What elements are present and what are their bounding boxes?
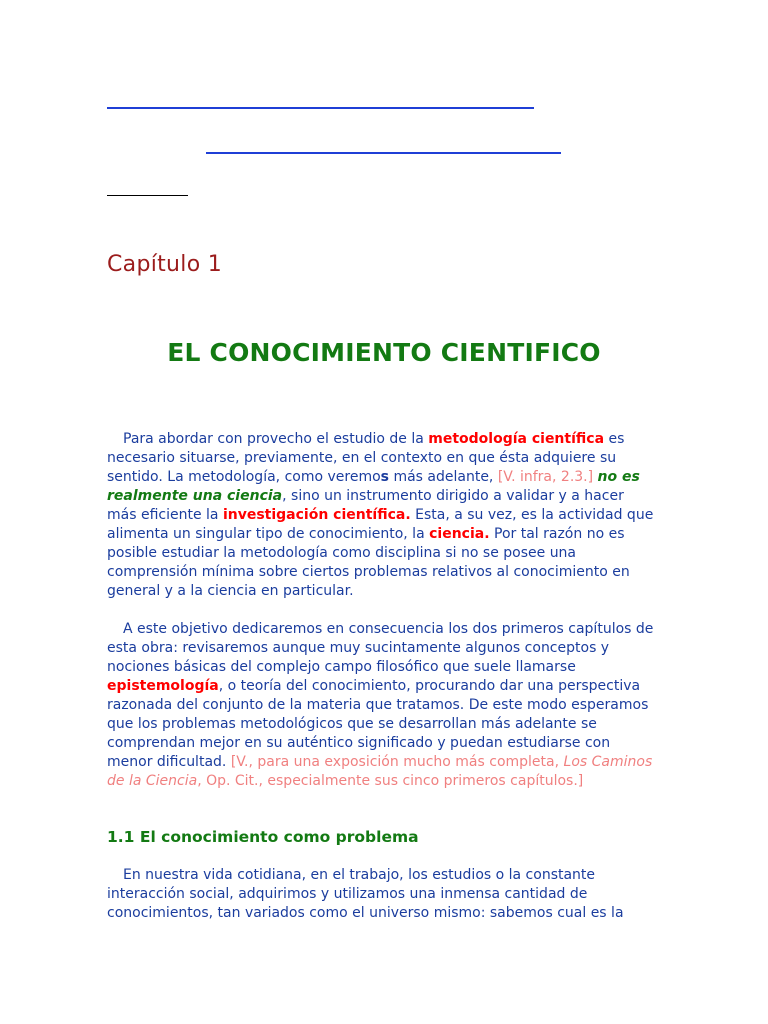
text-span: , sino un instrumento dirigido a validar y a hacer más eficiente la	[107, 488, 624, 523]
keyword-investigacion: investigación científica.	[222, 507, 411, 523]
paragraph-objective	[107, 620, 655, 791]
paragraph-intro	[107, 430, 655, 601]
text-span: A este objetivo dedicaremos en consecuencia los dos primeros capítulos de esta obra: revisaremos aunque muy sucintamente algunos conceptos y nociones básicas del complejo campo filosófico que suele llamarse	[107, 621, 654, 675]
keyword-epistemologia: epistemología	[107, 678, 219, 694]
reference-note-end: , Op. Cit., especialmente sus cinco primeros capítulos.]	[197, 773, 584, 789]
text-span: Esta, a su vez, es la actividad que alimenta un singular tipo de conocimiento, la	[107, 507, 654, 542]
text-span: En nuestra vida cotidiana, en el trabajo, los estudios o la constante interacción social, adquirimos y utilizamos una inmensa cantidad de conocimientos, tan variados como el universo mismo: sabemos cual es la	[107, 867, 624, 921]
keyword-ciencia: ciencia.	[429, 526, 490, 542]
keyword-metodologia: metodología científica	[428, 431, 605, 447]
text-span-bold: s	[380, 469, 389, 485]
separator-line	[107, 195, 188, 196]
paragraph-section-start	[107, 866, 655, 923]
text-span: Por tal razón no es posible estudiar la metodología como disciplina si no se posee una comprensión mínima sobre ciertos problemas relativos al conocimiento en general y a la ciencia en particular.	[107, 526, 630, 599]
text-span: más adelante,	[389, 469, 498, 485]
text-span: es necesario situarse, previamente, en el contexto en que ésta adquiere su sentido. La metodología, como veremo	[107, 431, 625, 485]
section-heading: 1.1 El conocimiento como problema	[107, 828, 419, 846]
chapter-label: Capítulo 1	[107, 252, 223, 277]
link-underline-1[interactable]	[107, 107, 534, 109]
text-span: Para abordar con provecho el estudio de la	[123, 431, 429, 447]
reference-note: [V., para una exposición mucho más completa,	[230, 754, 564, 770]
chapter-title: EL CONOCIMIENTO CIENTIFICO	[167, 338, 601, 367]
text-span: , o teoría del conocimiento, procurando dar una perspectiva razonada del conjunto de la materia que tratamos. De este modo esperamos que los problemas metodológicos que se desarrollan más adelante se comprendan mejor en su auténtico significado y puedan estudiarse con menor dificultad.	[107, 678, 649, 770]
reference-book-title: Los Caminos de la Ciencia	[107, 754, 653, 789]
emphasis-no-es-ciencia: no es realmente una ciencia	[107, 469, 640, 504]
link-underline-2[interactable]	[206, 152, 561, 154]
cross-reference: [V. infra, 2.3.]	[497, 469, 594, 485]
